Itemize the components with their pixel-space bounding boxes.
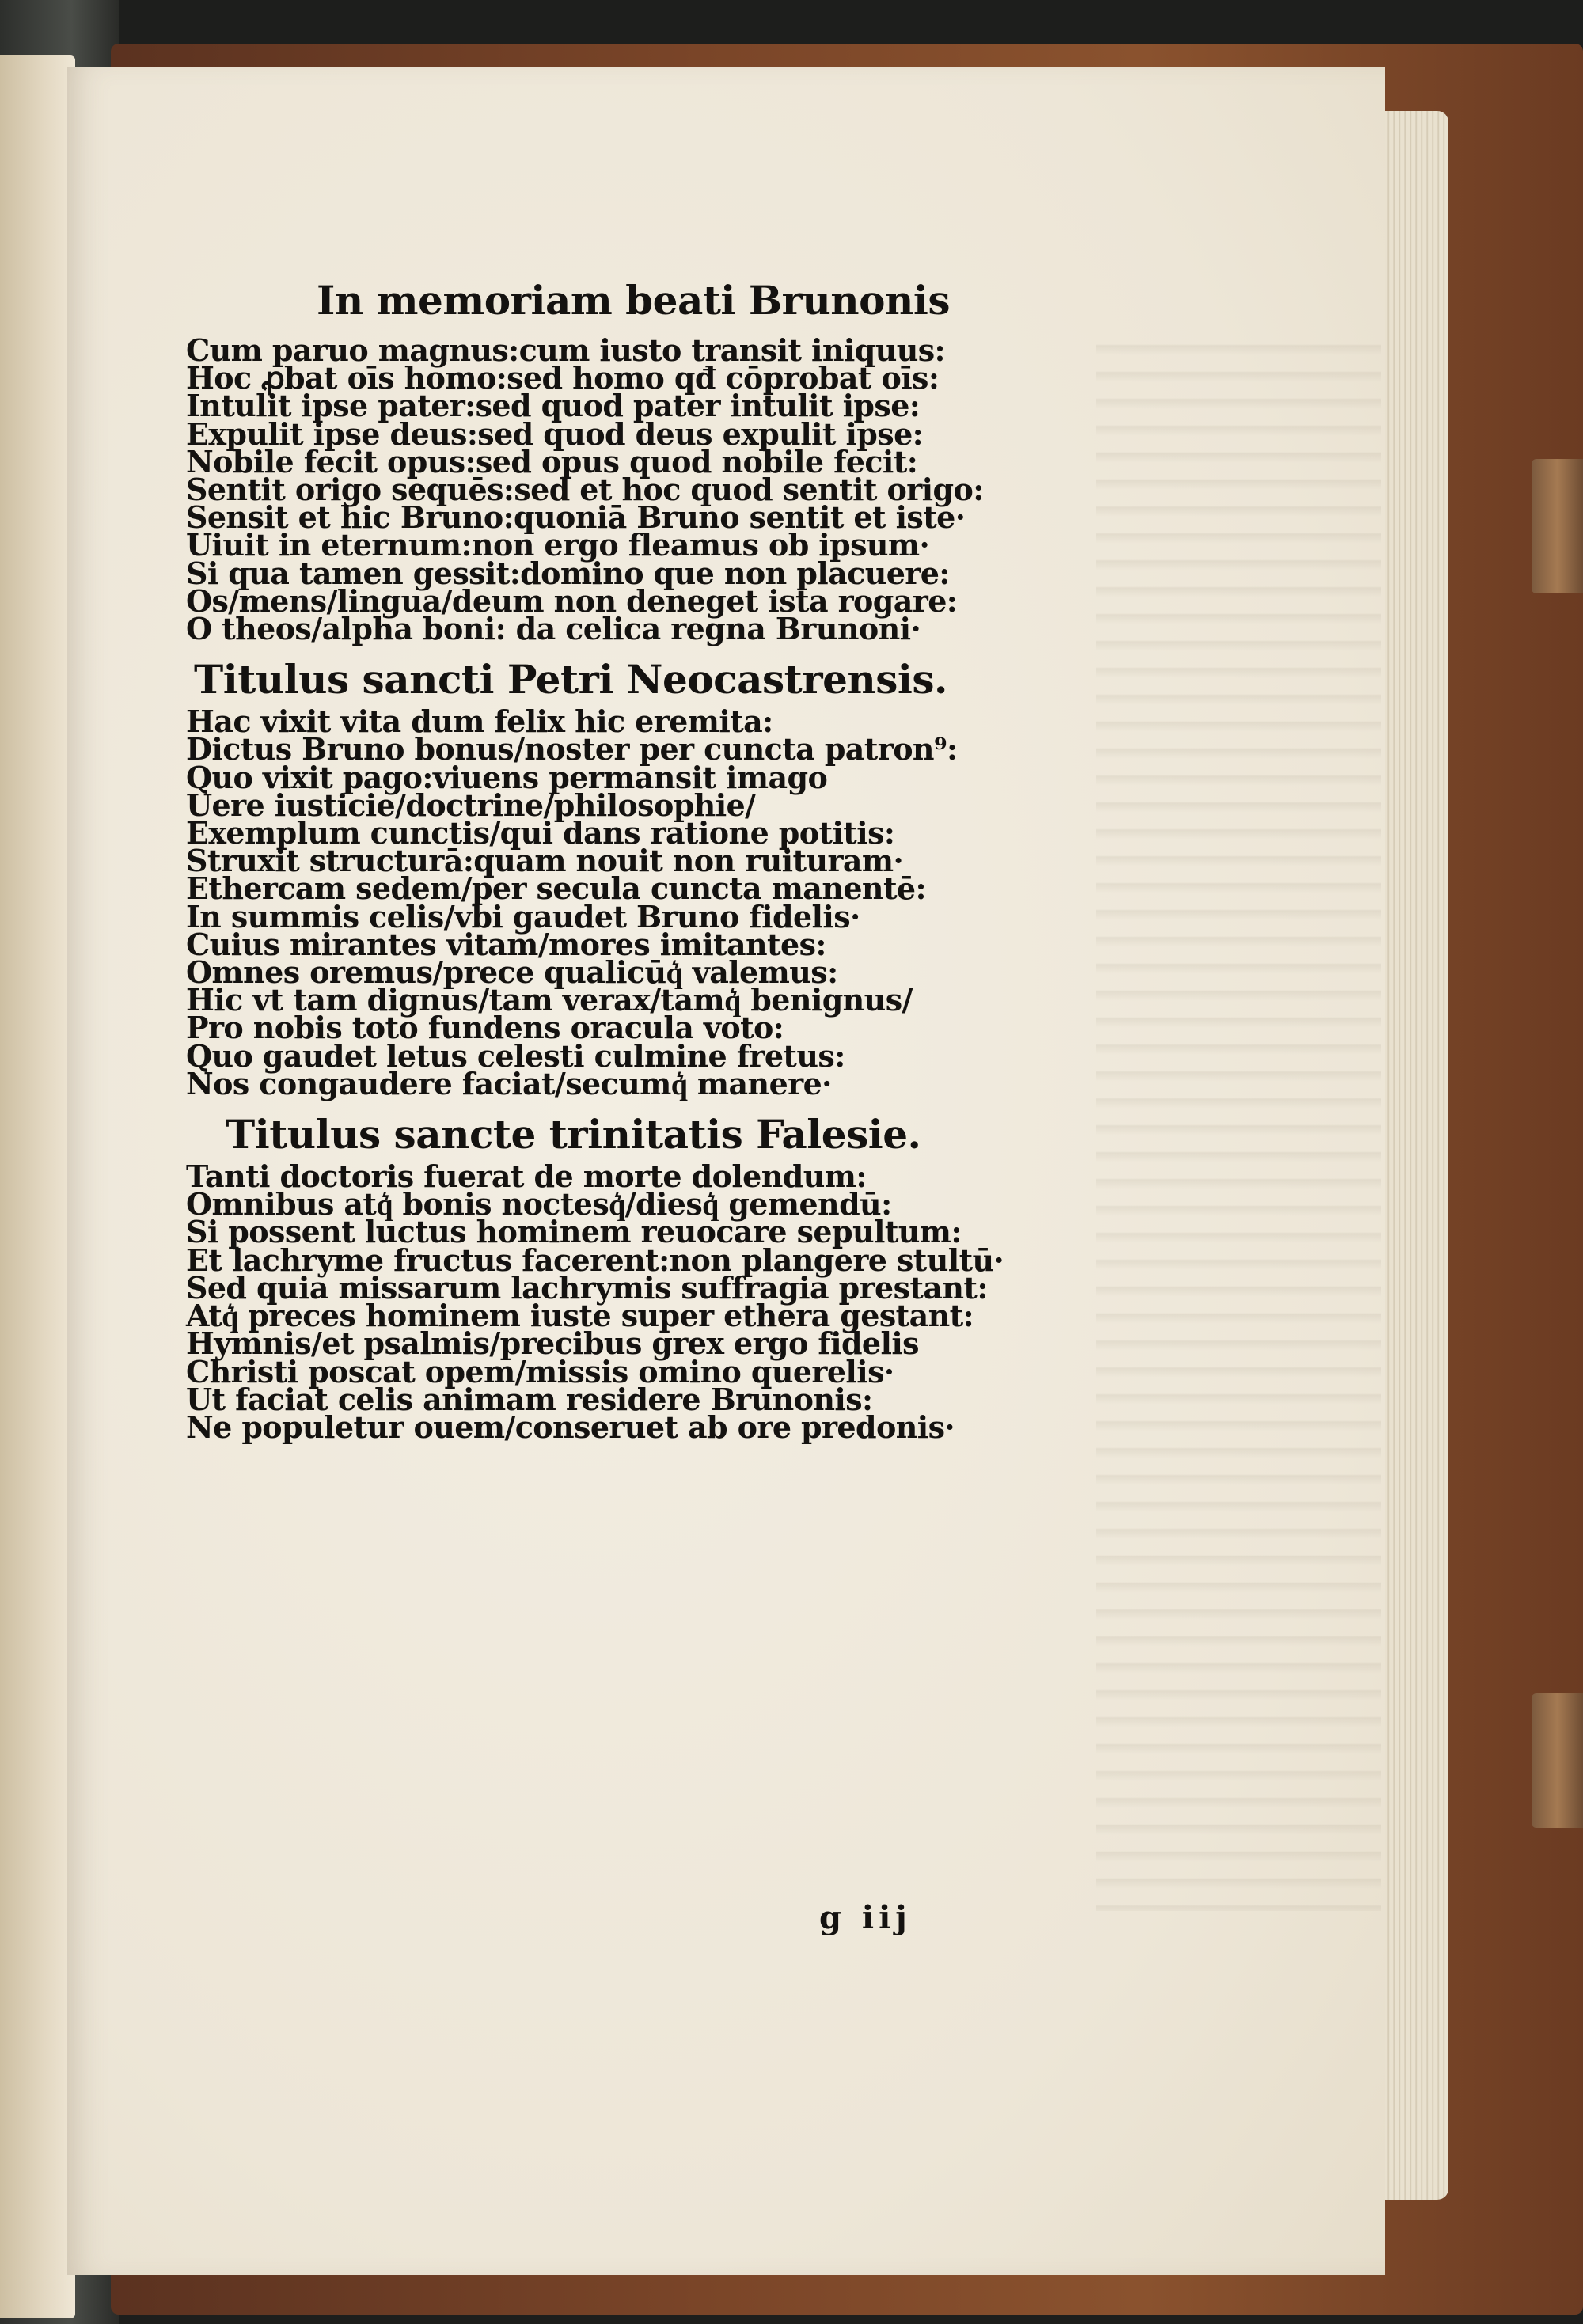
- verse-line: Atq͛ preces hominem iuste super ethera gestant:: [186, 1298, 974, 1334]
- verse-line: Pro nobis toto fundens oracula voto:: [186, 1010, 784, 1046]
- verse-line: Omnibus atq͛ bonis noctesq͛/diesq͛ gemendū:: [186, 1186, 892, 1223]
- verse-line: Hoc ꝓbat oīs homo:sed homo qđ cōprobat oīs:: [186, 360, 940, 396]
- verse-line: Quo vixit pago:viuens permansit imago: [186, 759, 828, 795]
- clasp-bottom: [1532, 1693, 1583, 1828]
- signature-mark: g iij: [819, 1899, 912, 1936]
- verse-line: Et lachryme fructus facerent:non plangere stultū·: [186, 1242, 1004, 1278]
- verse-line: Uere iusticie/doctrine/philosophie/: [186, 787, 756, 823]
- section-falesie: [186, 1107, 1136, 1445]
- verse-line: Uiuit in eternum:non ergo fleamus ob ipsum·: [186, 527, 930, 563]
- verse-line: Sentit origo sequēs:sed et hoc quod sentit origo:: [186, 472, 984, 508]
- section-title: Titulus sancti Petri Neocastrensis.: [194, 656, 947, 703]
- section-title: In memoriam beati Brunonis: [317, 277, 950, 324]
- verse-line: Dictus Bruno bonus/noster per cuncta patron⁹:: [186, 731, 958, 768]
- verse-line: Hymnis/et psalmis/precibus grex ergo fidelis: [186, 1325, 919, 1362]
- verse-line: Hic vt tam dignus/tam verax/tamq͛ benignus/: [186, 982, 913, 1018]
- verse-line: O theos/alpha boni: da celica regna Brunoni·: [186, 611, 921, 647]
- show-through: [1096, 328, 1381, 1911]
- verse-line: Sed quia missarum lachrymis suffragia prestant:: [186, 1269, 988, 1306]
- verse-line: In summis celis/vbi gaudet Bruno fidelis·: [186, 898, 860, 935]
- verse-line: Cuius mirantes vitam/mores imitantes:: [186, 926, 826, 962]
- verse-line: Struxit structurā:quam nouit non ruituram·: [186, 843, 904, 879]
- verse-line: Omnes oremus/prece qualicūq͛ valemus:: [186, 954, 838, 991]
- verse-line: Expulit ipse deus:sed quod deus expulit ipse:: [186, 415, 924, 452]
- verse-line: Nobile fecit opus:sed opus quod nobile fecit:: [186, 443, 918, 480]
- verse-line: Si possent luctus hominem reuocare sepultum:: [186, 1214, 962, 1250]
- verse-line: Nos congaudere faciat/secumq͛ manere·: [186, 1065, 832, 1101]
- verse-line: Intulit ipse pater:sed quod pater intulit ipse:: [186, 388, 921, 424]
- clasp-top: [1532, 459, 1583, 593]
- text-block: [186, 273, 1136, 1450]
- verse-line: Exemplum cunctis/qui dans ratione potitis:: [186, 815, 895, 851]
- verse-line: Sensit et hic Bruno:quoniā Bruno sentit et iste·: [186, 499, 966, 536]
- verse-line: Hac vixit vita dum felix hic eremita:: [186, 703, 773, 740]
- verse-line: Si qua tamen gessit:domino que non placuere:: [186, 555, 950, 591]
- verse-line: Ethercam sedem/per secula cuncta manentē:: [186, 870, 926, 907]
- verse-line: Christi poscat opem/missis omino querelis·: [186, 1353, 894, 1389]
- verso-page-edge: [0, 55, 75, 2318]
- section-title: Titulus sancte trinitatis Falesie.: [226, 1111, 921, 1158]
- verse-line: Ne populetur ouem/conseruet ab ore predonis·: [186, 1408, 955, 1445]
- verse-line: Os/mens/lingua/deum non deneget ista rogare:: [186, 582, 958, 619]
- verse-line: Tanti doctoris fuerat de morte dolendum:: [186, 1158, 867, 1195]
- verse-line: Cum paruo magnus:cum iusto transit iniquus:: [186, 332, 945, 368]
- recto-page: [67, 67, 1385, 2275]
- section-memoriam: [186, 273, 1136, 647]
- verse-line: Quo gaudet letus celesti culmine fretus:: [186, 1037, 845, 1074]
- verse-line: Ut faciat celis animam residere Brunonis:: [186, 1381, 873, 1417]
- section-petri: [186, 652, 1136, 1101]
